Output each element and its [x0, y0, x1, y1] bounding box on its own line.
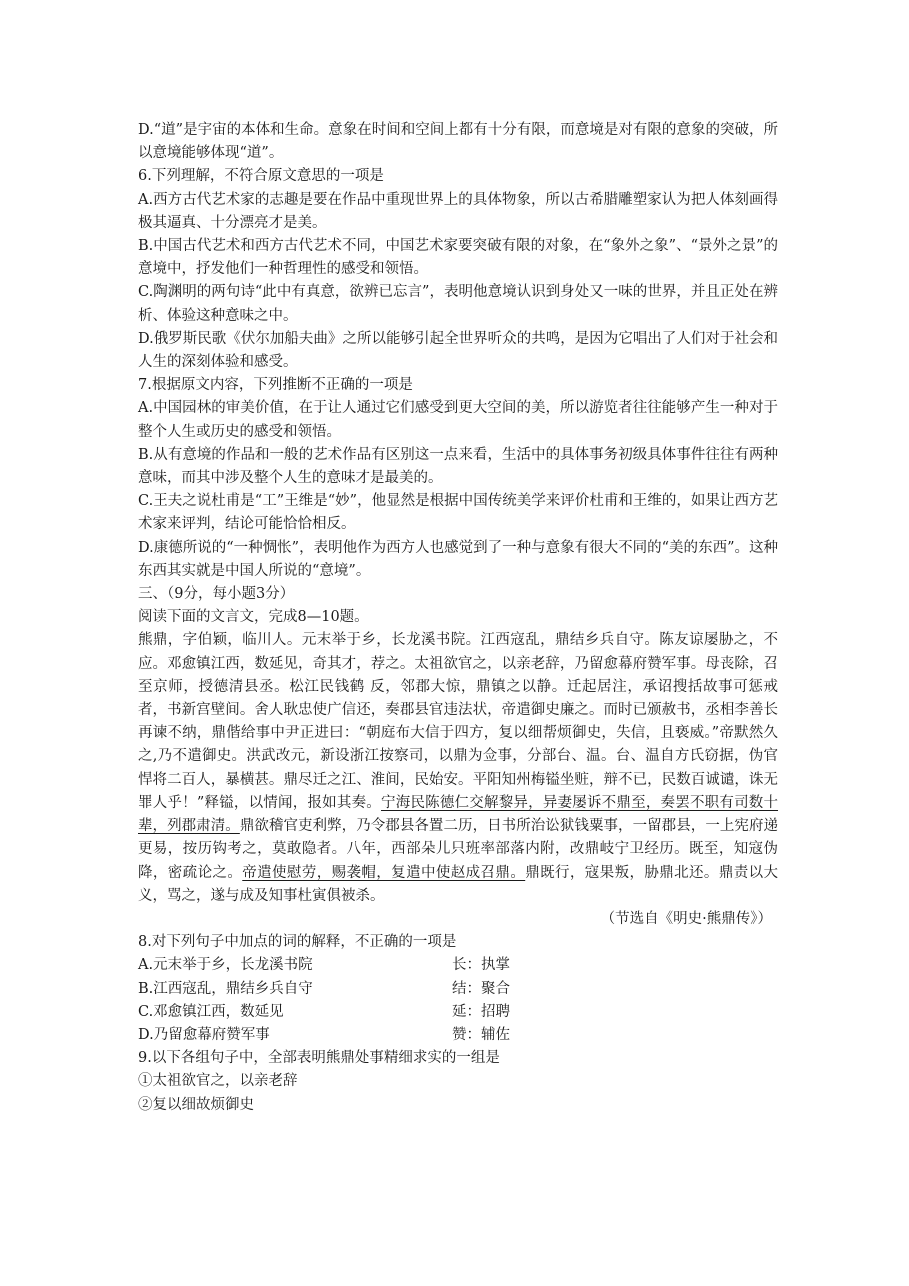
q8-option-gloss: 赞：辅佐 — [452, 1026, 510, 1043]
q7-option-b: B.从有意境的作品和一般的艺术作品有区别这一点来看，生活中的具体事务初级具体事件往往有两种意味，而其中涉及整个人生的意味才是最美的。 — [138, 446, 778, 487]
q8-option-b — [138, 978, 778, 1001]
section-intro: 阅读下面的文言文，完成8—10题。 — [138, 609, 369, 626]
q7-option-a: A.中国园林的审美价值，在于让人通过它们感受到更大空间的美，所以游览者往往能够产生一种对于整个人生或历史的感受和领悟。 — [138, 400, 778, 440]
q8-option-gloss: 延：招聘 — [452, 1003, 510, 1020]
q8-option-c — [138, 1001, 778, 1024]
q8-option-gloss: 长：执掌 — [452, 957, 510, 974]
q8-option-sentence: C.邓愈镇江西，数延见 — [138, 1003, 284, 1020]
passage-underlined-1: 宁海民陈德仁交解黎异，异妻屡诉不鼎至，奏罢不职有司数十辈，列郡肃清。 — [138, 794, 779, 835]
q8-option-sentence: B.江西寇乱，鼎结乡兵自守 — [138, 980, 313, 997]
q8-option-gloss: 结：聚合 — [452, 980, 510, 997]
page-content — [138, 119, 778, 1117]
q6-option-b: B.中国古代艺术和西方古代艺术不同，中国艺术家要突破有限的对象，在“象外之象”、“景外之景”的意境中，抒发他们一种哲理性的感受和领悟。 — [138, 238, 778, 278]
q8-option-sentence: A.元末举于乡，长龙溪书院 — [138, 957, 313, 974]
q9-item-1: ①太祖欲官之，以亲老辞 — [138, 1073, 298, 1090]
q8-stem: 8.对下列句子中加点的词的解释，不正确的一项是 — [138, 934, 457, 951]
q5-option-d: D.“道”是宇宙的本体和生命。意象在时间和空间上都有十分有限，而意境是对有限的意象的突破，所以意境能够体现“道”。 — [138, 122, 778, 162]
q9-item-2: ②复以细故烦御史 — [138, 1096, 254, 1113]
passage-text-2: 鼎欲稽官吏利弊，乃令郡县各置二历，日书所治讼狱钱粟事，一留郡县，一上宪府递更易，按历钩考之，莫敢隐者。八年，西部朵儿只班率部落内附，改鼎岐宁卫经历。既至，知寇伪降，密疏论之。 — [138, 818, 778, 881]
q7-option-d: D.康德所说的“一种惆怅”，表明他作为西方人也感觉到了一种与意象有很大不同的“美的东西”。这种东西其实就是中国人所说的“意境”。 — [138, 539, 778, 579]
q6-option-d: D.俄罗斯民歌《伏尔加船夫曲》之所以能够引起全世界听众的共鸣，是因为它唱出了人们对于社会和人生的深刻体验和感受。 — [138, 330, 778, 371]
q8-option-sentence: D.乃留愈幕府赞军事 — [138, 1026, 270, 1043]
q7-option-c: C.王夫之说杜甫是“工”王维是“妙”，他显然是根据中国传统美学来评价杜甫和王维的，如果让西方艺术家来评判，结论可能恰恰相反。 — [138, 493, 778, 533]
passage-text-3: 鼎既行，寇果叛，胁鼎北还。鼎责以大义，骂之，遂与成及知事杜寅俱被杀。 — [138, 864, 779, 904]
q9-stem: 9.以下各组句子中，全部表明熊鼎处事精细求实的一组是 — [138, 1050, 500, 1067]
q7-stem: 7.根据原文内容，下列推断不正确的一项是 — [138, 377, 413, 394]
classical-passage — [138, 629, 778, 907]
q6-option-a: A.西方古代艺术家的志趣是要在作品中重现世界上的具体物象，所以古希腊雕塑家认为把人体刻画得极其逼真、十分漂亮才是美。 — [138, 191, 778, 231]
passage-underlined-2: 帝遣使慰劳，赐袭帽，复遣中使赵成召鼎。 — [242, 864, 526, 881]
q8-option-d — [138, 1024, 778, 1047]
q6-option-c: C.陶渊明的两句诗“此中有真意，欲辨已忘言”，表明他意境认识到身处又一味的世界，并且正处在辨析、体验这种意味之中。 — [138, 284, 778, 324]
passage-text-1: 熊鼎，字伯颖，临川人。元末举于乡，长龙溪书院。江西寇乱，鼎结乡兵自守。陈友谅屡胁之，不应。邓愈镇江西，数延见，奇其才，荐之。太祖欲官之，以亲老辞，乃留愈幕府赞军事。母丧除，召至京师，授德清县丞。松江民钱鹤 反，邻郡大惊，鼎镇之以静。迁起居注，承诏搜括故事可惩戒者，书新宫壁间。舍人耿忠使广信还，奏郡县官违法状，帝遣御史廉之。而时已颁赦书，丞相李善长再谏不纳，鼎偕给事中尹正进曰：“朝庭布大信于四方，复以细帮烦御史，失信，且亵威。”帝默然久之,乃不遣御史。洪武改元，新设浙江按察司，以鼎为佥事，分部台、温。台、温自方氏窃据，伪官悍将二百人，暴横甚。鼎尽迁之江、淮间，民始安。平阳知州梅镒坐赃，辩不已，民数百诚谴，诛无罪人乎！”释镒，以情闻，报如其奏。 — [138, 632, 778, 811]
q6-stem: 6.下列理解，不符合原文意思的一项是 — [138, 168, 384, 185]
section-heading: 三、（9分，每小题3分） — [138, 586, 295, 603]
passage-source: （节选自《明史·熊鼎传》） — [600, 910, 772, 927]
q8-option-a — [138, 954, 778, 977]
